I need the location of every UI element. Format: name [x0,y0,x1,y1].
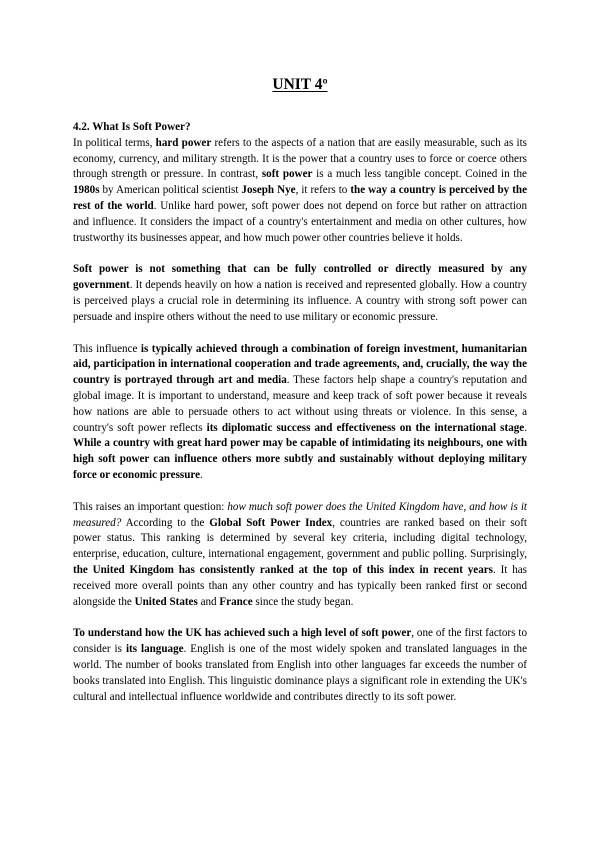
bold-run: its language [125,643,184,656]
bold-run: To understand how the UK has achieved such a high level of soft power [73,627,412,640]
bold-run: United States [134,595,198,608]
bold-run: France [219,595,253,608]
text-run: , countries are ranked based on their soft power status. This ranking is determined by several key criteria, including digital technology, enterprise, education, culture, international engagement, government and public polling. Surprisingly, [73,516,527,561]
text-run: This raises an important question: [73,500,228,513]
text-run: This influence [73,342,141,355]
paragraph-3 [73,342,527,484]
bold-run: While a country with great hard power may be capable of intimidating its neighbours, one with high soft power can influence others more subtly and sustainably without deploying military force or economic pressure [73,437,527,481]
text-run: . English is one of the most widely spoken and translated languages in the world. The number of books translated from English into other languages far exceeds the number of books translated into English. This linguistic dominance plays a significant role in extending the UK's cultural and intellectual influence worldwide and contributes directly to its soft power. [73,643,527,703]
text-run: . [524,421,527,434]
text-run: . [200,468,203,481]
paragraph-5 [73,626,527,705]
bold-run: the United Kingdom has consistently ranked at the top of this index in recent years [73,563,493,576]
text-run: is a much less tangible concept. Coined in the [312,168,527,181]
text-run: . Unlike hard power, soft power does not depend on force but rather on attraction and influence. It considers the impact of a country's entertainment and media on other cultures, how trustworthy its businesses appear, and how much power other countries believe it holds. [73,199,528,244]
text-run: refers to the aspects of a nation that are easily measurable, such as its economy, currency, and military strength. It is the power that a country uses to force or coerce others through strength or pressure. In contrast, [73,136,527,181]
bold-run: Global Soft Power Index [209,516,333,529]
text-run: According to the [121,516,210,529]
bold-run: 1980s [73,184,100,197]
text-run: by American political scientist [99,184,242,197]
paragraph-2 [73,262,527,325]
text-run: since the study began. [252,595,354,608]
bold-run: Joseph Nye [241,184,296,197]
text-run: In political terms, [73,136,156,149]
text-run: . These factors help shape a country's reputation and global image. It is important to understand, measure and keep track of soft power because it reveals how nations are able to persuade others to act without using threats or violence. In this sense, a country's soft power reflects [73,374,527,434]
document-body [73,120,527,705]
bold-run: the way a country is perceived by the rest of the world [73,184,527,212]
text-run: , it refers to [295,184,351,197]
bold-run: hard power [155,136,212,149]
bold-run: Soft power is not something that can be fully controlled or directly measured by any government [73,263,527,292]
text-run: , one of the first factors to consider is [73,627,527,656]
italic-run: how much soft power does the United Kingdom have, and how is it measured? [73,500,527,529]
paragraph-4 [73,500,527,611]
bold-run: soft power [261,168,313,181]
text-run: . It depends heavily on how a nation is received and represented globally. How a country is perceived plays a crucial role in determining its influence. A country with strong soft power can persuade and inspire others without the need to use military or economic pressure. [73,279,527,323]
bold-run: its diplomatic success and effectiveness on the international stage [206,421,525,434]
text-run: and [197,595,220,608]
bold-run: is typically achieved through a combination of foreign investment, humanitarian aid, participation in international cooperation and trade agreements, and, crucially, the way the country is portrayed through art and media [73,342,527,387]
text-run: . It has received more overall points than any other country and has typically been ranked first or second alongside the [73,563,528,608]
page-title: UNIT 4º [272,76,328,93]
section-heading: 4.2. What Is Soft Power? [73,121,191,133]
paragraph-1 [73,136,527,247]
